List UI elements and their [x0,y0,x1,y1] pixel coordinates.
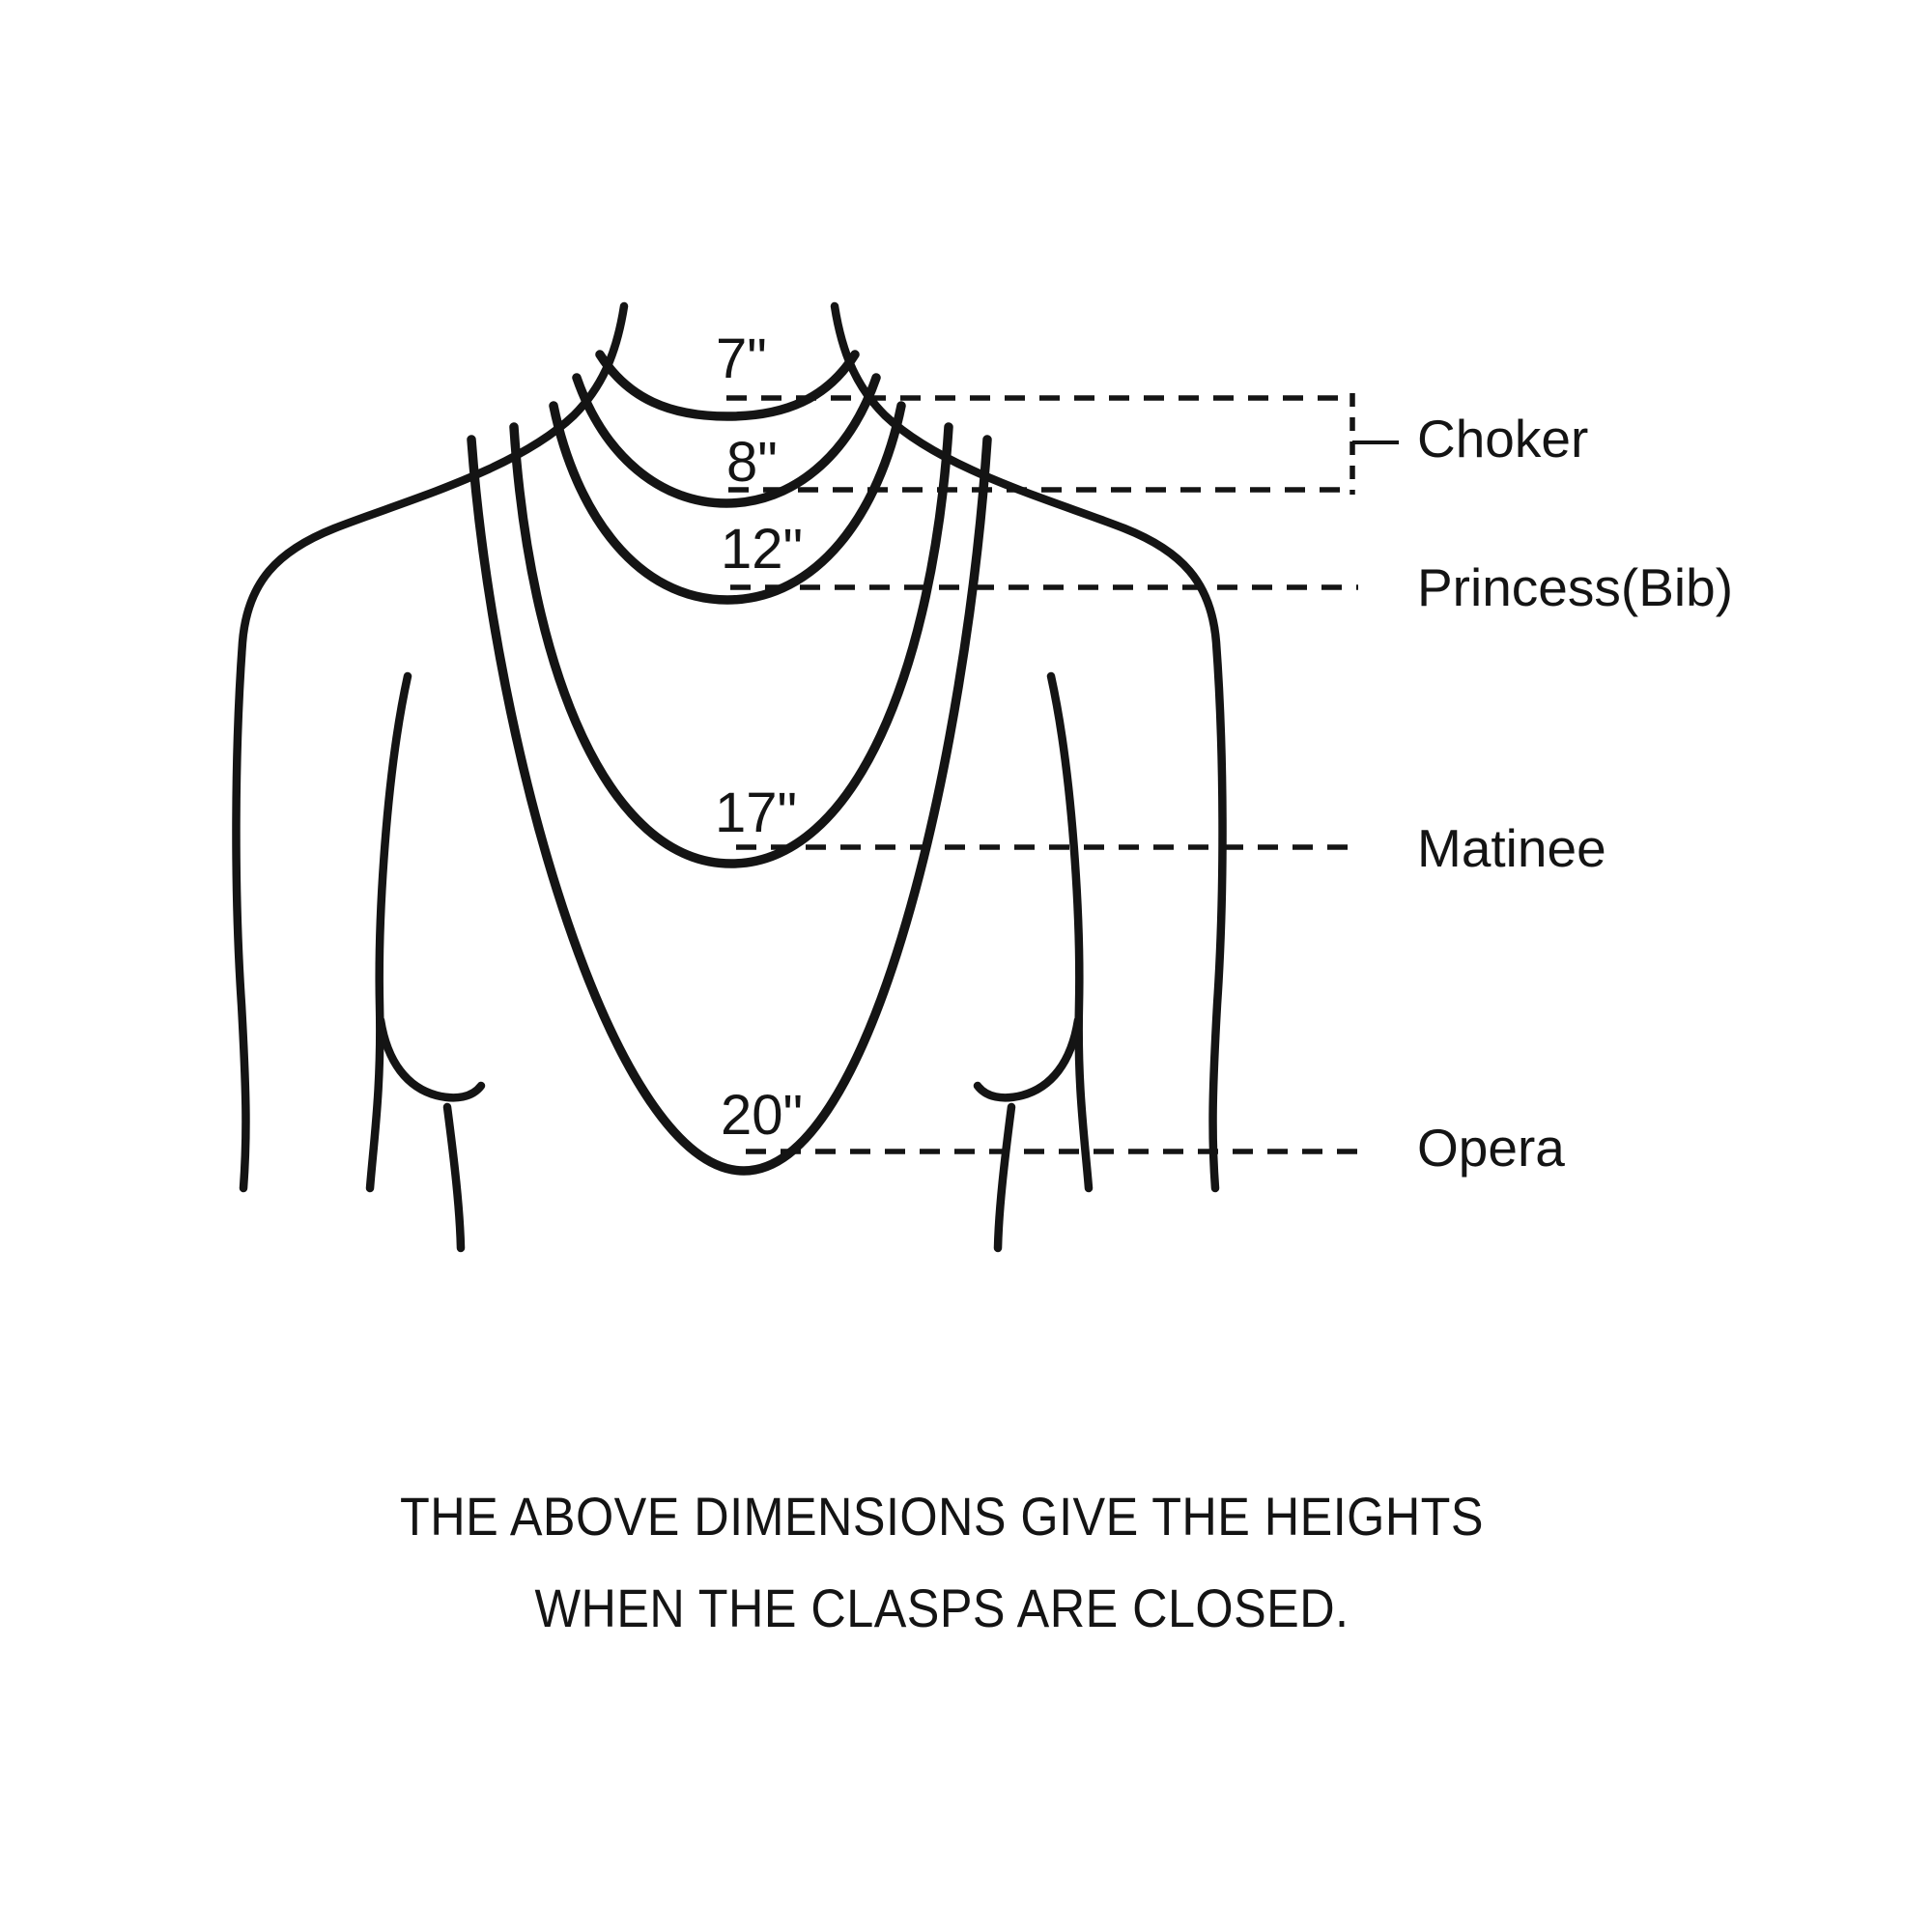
measurement-7in: 7" [716,327,767,390]
right-breast-curve [978,1020,1078,1097]
measurement-20in: 20" [721,1084,804,1147]
left-torso-line [447,1107,461,1248]
caption-line-2: WHEN THE CLASPS ARE CLOSED. [534,1577,1350,1638]
measurement-12in: 12" [721,518,804,581]
style-label-princess: Princess(Bib) [1417,557,1734,617]
caption-line-1: THE ABOVE DIMENSIONS GIVE THE HEIGHTS [400,1486,1484,1547]
style-label-choker: Choker [1417,409,1589,469]
left-breast-curve [381,1020,481,1097]
style-label-opera: Opera [1417,1118,1565,1178]
measurement-17in: 17" [715,781,798,844]
left-side-seam-line [370,676,408,1188]
measurement-8in: 8" [726,431,778,494]
right-torso-line [998,1107,1011,1248]
style-label-matinee: Matinee [1417,818,1606,878]
right-side-seam-line [1051,676,1089,1188]
